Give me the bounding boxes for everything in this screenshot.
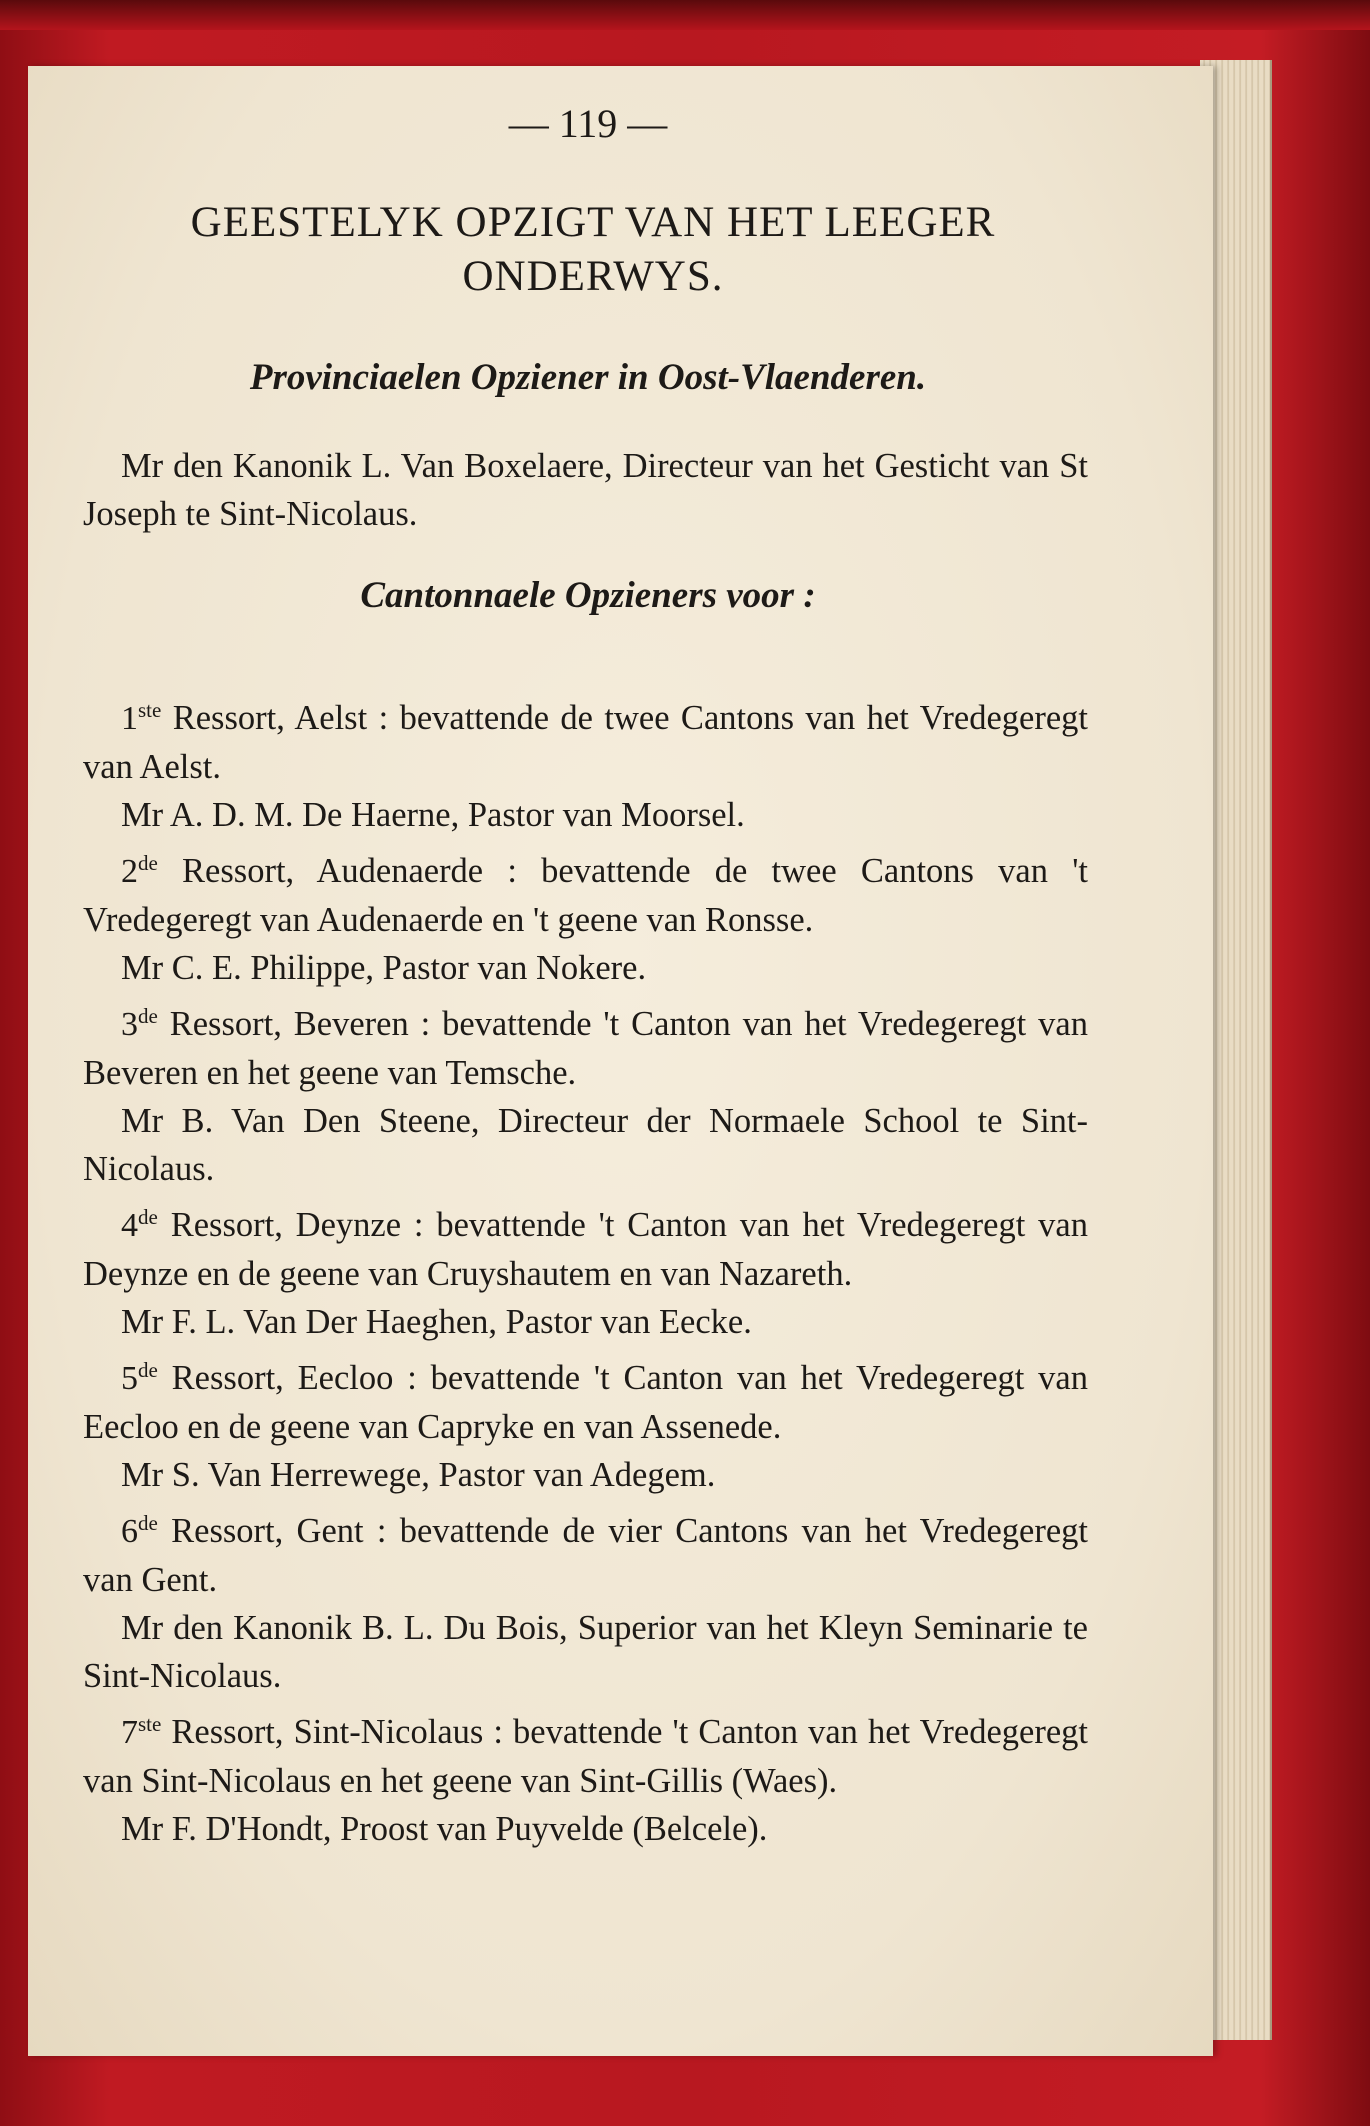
intro-paragraph <box>83 442 1088 538</box>
ressort-inspector: Mr A. D. M. De Haerne, Pastor van Moorsel. <box>121 796 745 834</box>
ressort-description <box>83 1700 1088 1805</box>
ressort-text: Ressort, Eecloo : bevattende 't Canton van het Vredegeregt van Eecloo en de geene van Capryke en van Assenede. <box>83 1359 1088 1446</box>
ressort-description <box>83 1346 1088 1451</box>
ressort-entry <box>83 1346 1088 1499</box>
ressort-entry <box>83 686 1088 839</box>
ressort-description <box>83 686 1088 791</box>
ressort-inspector: Mr B. Van Den Steene, Directeur der Normaele School te Sint-Nicolaus. <box>83 1102 1088 1188</box>
ressort-ordinal-number: 5 <box>121 1360 138 1397</box>
heading-cantonal-inspectors: Cantonnaele Opzieners voor : <box>360 575 816 616</box>
title-line-2: ONDERWYS. <box>462 253 724 300</box>
ressort-inspector: Mr C. E. Philippe, Pastor van Nokere. <box>121 949 647 987</box>
ressort-ordinal-number: 2 <box>121 853 138 890</box>
page-number: — 119 — <box>508 101 668 146</box>
ressort-entry <box>83 992 1088 1193</box>
ressort-entry <box>83 1193 1088 1346</box>
ressort-entry <box>83 1700 1088 1853</box>
ressort-inspector: Mr den Kanonik B. L. Du Bois, Superior van het Kleyn Seminarie te Sint-Nicolaus. <box>83 1609 1088 1695</box>
ressort-ordinal-suffix: de <box>138 851 158 875</box>
ressort-inspector: Mr S. Van Herrewege, Pastor van Adegem. <box>121 1456 716 1494</box>
ressort-ordinal-number: 1 <box>121 700 138 737</box>
ressort-ordinal <box>121 1207 158 1244</box>
ressort-ordinal-number: 4 <box>121 1207 138 1244</box>
ressort-text: Ressort, Gent : bevattende de vier Cantons van het Vredegeregt van Gent. <box>83 1512 1088 1599</box>
title-line-1: GEESTELYK OPZIGT VAN HET LEEGER <box>190 199 996 246</box>
ressort-description <box>83 992 1088 1097</box>
intro-text: Mr den Kanonik L. Van Boxelaere, Directeur van het Gesticht van St Joseph te Sint-Nicolaus. <box>83 447 1088 533</box>
ressort-text: Ressort, Deynze : bevattende 't Canton van het Vredegeregt van Deynze en de geene van Cruyshautem en van Nazareth. <box>83 1206 1088 1293</box>
ressort-inspector: Mr F. D'Hondt, Proost van Puyvelde (Belcele). <box>121 1810 768 1848</box>
heading-provincial-inspector: Provinciaelen Opziener in Oost-Vlaenderen. <box>249 357 927 398</box>
ressort-description <box>83 1499 1088 1604</box>
ressort-ordinal <box>121 700 161 737</box>
ressort-ordinal-suffix: de <box>138 1205 158 1229</box>
ressort-description <box>83 1193 1088 1298</box>
ressort-list <box>83 686 1088 1853</box>
book-cover-top-edge <box>0 0 1370 30</box>
ressort-ordinal <box>121 1360 158 1397</box>
ressort-text: Ressort, Aelst : bevattende de twee Cantons van het Vredegeregt van Aelst. <box>83 699 1088 786</box>
ressort-entry <box>83 1499 1088 1700</box>
ressort-text: Ressort, Sint-Nicolaus : bevattende 't Canton van het Vredegeregt van Sint-Nicolaus en het geene van Sint-Gillis (Waes). <box>83 1713 1088 1800</box>
ressort-ordinal-number: 3 <box>121 1006 138 1043</box>
book-page <box>28 66 1213 2056</box>
page-title <box>68 196 1118 304</box>
ressort-text: Ressort, Beveren : bevattende 't Canton van het Vredegeregt van Beveren en het geene van Temsche. <box>83 1005 1088 1092</box>
ressort-ordinal <box>121 1006 158 1043</box>
ressort-description <box>83 839 1088 944</box>
ressort-ordinal-suffix: de <box>138 1511 158 1535</box>
ressort-ordinal <box>121 1714 161 1751</box>
ressort-ordinal-suffix: ste <box>138 698 162 722</box>
ressort-ordinal-number: 6 <box>121 1513 138 1550</box>
ressort-ordinal <box>121 853 158 890</box>
ressort-ordinal-suffix: de <box>138 1358 158 1382</box>
ressort-entry <box>83 839 1088 992</box>
ressort-ordinal-number: 7 <box>121 1714 138 1751</box>
ressort-ordinal-suffix: de <box>138 1004 158 1028</box>
ressort-text: Ressort, Audenaerde : bevattende de twee Cantons van 't Vredegeregt van Audenaerde en 't geene van Ronsse. <box>83 852 1088 939</box>
ressort-ordinal-suffix: ste <box>138 1712 162 1736</box>
ressort-inspector: Mr F. L. Van Der Haeghen, Pastor van Eecke. <box>121 1303 752 1341</box>
ressort-ordinal <box>121 1513 158 1550</box>
